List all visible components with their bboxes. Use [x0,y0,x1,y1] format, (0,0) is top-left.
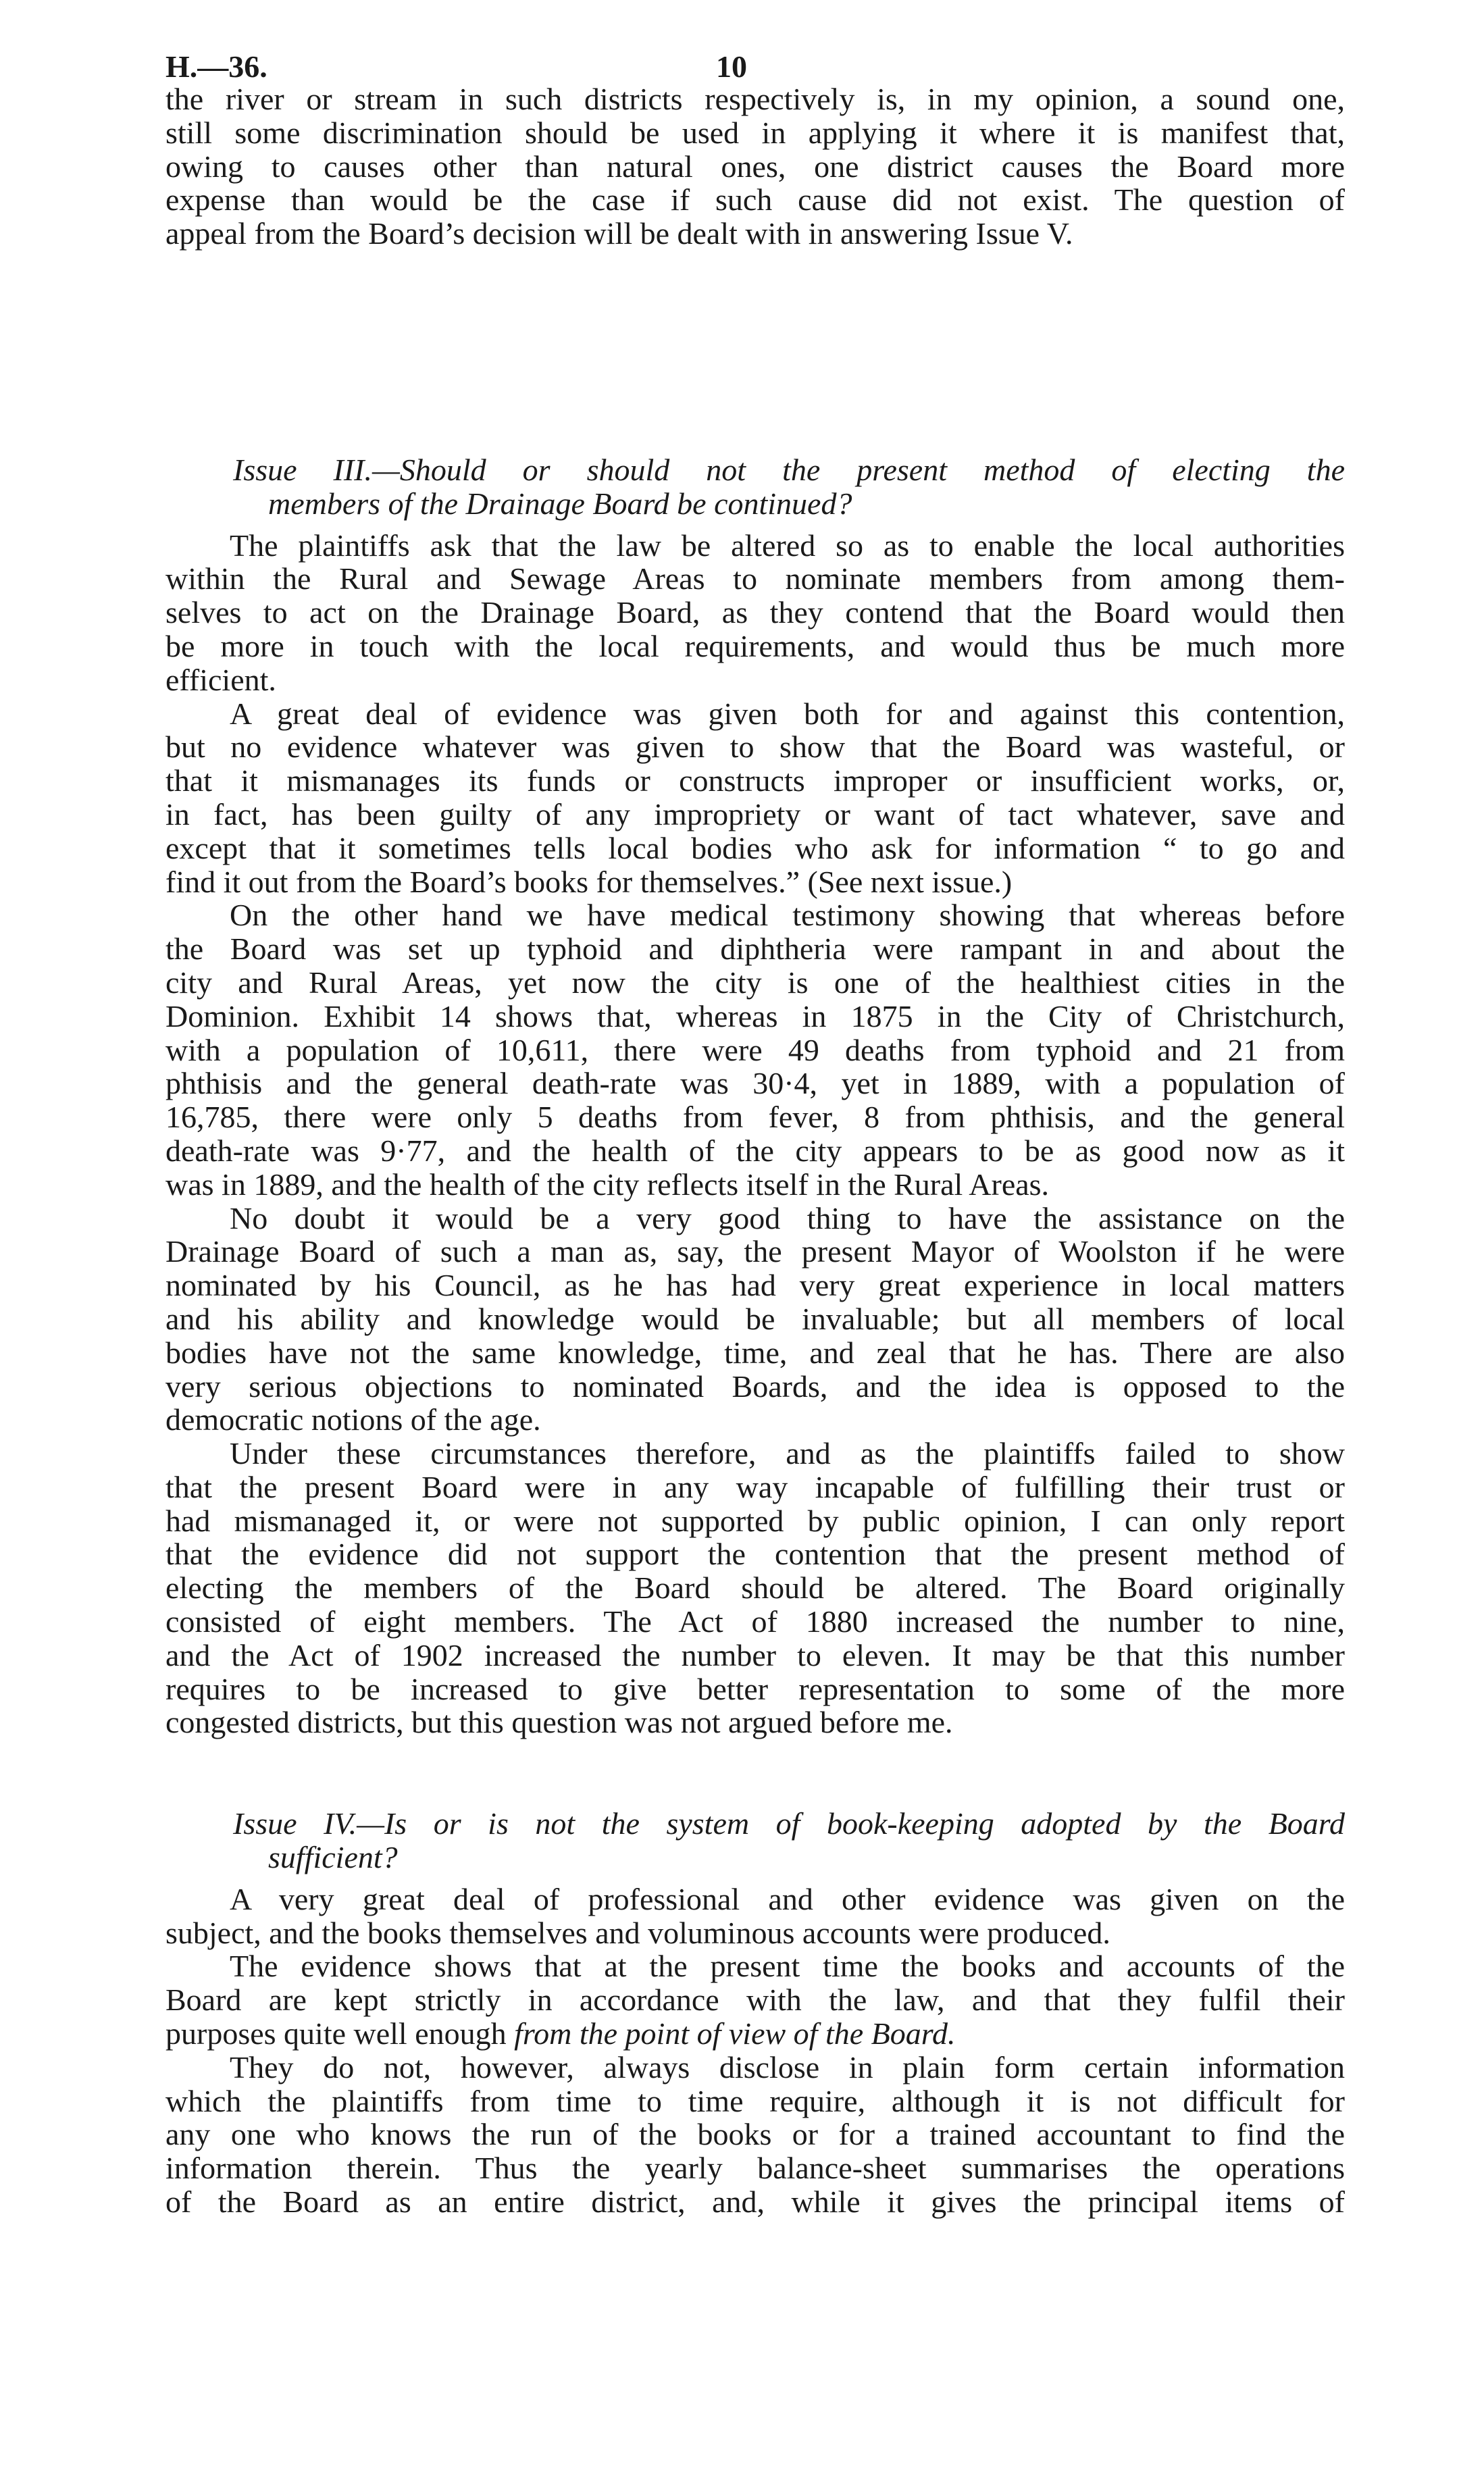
text-span: purposes quite well enough [165,2016,515,2051]
text-line: Drainage Board of such a man as, say, the present Mayor of Woolston if he were [165,1234,1345,1269]
paragraph [165,82,1345,251]
text-line: find it out from the Board’s books for themselves.” (See next issue.) [165,864,1013,899]
text-line: owing to causes other than natural ones, one district causes the Board more [165,149,1345,184]
text-line: and his ability and knowledge would be invaluable; but all members of local [165,1301,1345,1336]
text-line: bodies have not the same knowledge, time, and zeal that he has. There are also [165,1335,1345,1370]
text-line: which the plaintiffs from time to time require, although it is not difficult for [165,2083,1345,2118]
text-line: appeal from the Board’s decision will be dealt with in answering Issue V. [165,216,1073,251]
section-spacer [165,1739,1345,1807]
paragraph [165,898,1345,1201]
text-line: Dominion. Exhibit 14 shows that, whereas in 1875 in the City of Christchurch, [165,998,1345,1033]
text-line: Under these circumstances therefore, and as the plaintiffs failed to show [230,1436,1345,1471]
text-line: phthisis and the general death-rate was 30·4, yet in 1889, with a population of [165,1066,1345,1101]
text-line: A great deal of evidence was given both for and against this contention, [230,696,1345,731]
text-line: be more in touch with the local requirements, and would thus be much more [165,628,1345,663]
text-line: that the evidence did not support the contention that the present method of [165,1537,1345,1572]
text-line: electing the members of the Board should be altered. The Board originally [165,1570,1345,1606]
text-line: and the Act of 1902 increased the number to eleven. It may be that this number [165,1637,1345,1672]
paragraph [165,2051,1345,2219]
text-line: the river or stream in such districts respectively is, in my opinion, a sound one, [165,82,1345,116]
text-line: was in 1889, and the health of the city reflects itself in the Rural Areas. [165,1167,1050,1202]
text-line: No doubt it would be a very good thing to have the assistance on the [230,1200,1345,1235]
text-line: nominated by his Council, as he has had very great experience in local matters [165,1268,1345,1303]
heading-line: Issue III.—Should or should not the present method of electing the [233,452,1345,487]
text-line: any one who knows the run of the books or for a trained accountant to find the [165,2117,1345,2152]
section-spacer [165,251,1345,453]
text-line: city and Rural Areas, yet now the city is one of the healthiest cities in the [165,965,1345,1000]
text-line: 16,785, there were only 5 deaths from fever, 8 from phthisis, and the general [165,1100,1345,1135]
text-line: in fact, has been guilty of any impropriety or want of tact whatever, save and [165,796,1345,832]
text-line: The evidence shows that at the present time the books and accounts of the [230,1949,1345,1984]
text-line [165,2017,1345,2051]
text-line: of the Board as an entire district, and, while it gives the principal items of [165,2184,1345,2220]
text-line: democratic notions of the age. [165,1402,541,1437]
text-line: They do not, however, always disclose in plain form certain information [230,2049,1345,2084]
document-code: H.—36. [165,49,267,84]
text-line: Board are kept strictly in accordance with the law, and that they fulfil their [165,1983,1345,2018]
text-line: that the present Board were in any way incapable of fulfilling their trust or [165,1469,1345,1504]
text-line: requires to be increased to give better representation to some of the more [165,1671,1345,1706]
text-line: with a population of 10,611, there were 49 deaths from typhoid and 21 from [165,1032,1345,1067]
text-line: congested districts, but this question was not argued before me. [165,1705,953,1740]
section-spacer [165,521,1345,529]
text-line: had mismanaged it, or were not supported by public opinion, I can only report [165,1503,1345,1538]
paragraph [165,1949,1345,2050]
text-line: still some discrimination should be used in applying it where it is manifest that, [165,115,1345,150]
text-line: but no evidence whatever was given to show that the Board was wasteful, or [165,730,1345,765]
issue-heading [165,453,1345,521]
page-number: 10 [716,49,747,84]
text-line: consisted of eight members. The Act of 1880 increased the number to nine, [165,1604,1345,1639]
text-line: On the other hand we have medical testimony showing that whereas before [230,898,1345,933]
text-line: except that it sometimes tells local bodies who ask for information “ to go and [165,830,1345,865]
text-line: selves to act on the Drainage Board, as they contend that the Board would then [165,595,1345,630]
text-line: death-rate was 9·77, and the health of the city appears to be as good now as it [165,1133,1345,1168]
italic-text: from the point of view of the Board. [514,2016,956,2051]
paragraph [165,1202,1345,1437]
issue-heading [165,1807,1345,1874]
text-line: within the Rural and Sewage Areas to nominate members from among them- [165,561,1345,596]
heading-line: sufficient? [268,1840,398,1875]
text-line: efficient. [165,662,276,697]
text-line: very serious objections to nominated Boards, and the idea is opposed to the [165,1369,1345,1404]
paragraph [165,697,1345,899]
heading-line: Issue IV.—Is or is not the system of book-keeping adopted by the Board [233,1806,1345,1841]
document-body [165,82,1345,2219]
paragraph [165,1883,1345,1950]
text-line: A very great deal of professional and other evidence was given on the [230,1881,1345,1916]
text-line: information therein. Thus the yearly balance-sheet summarises the operations [165,2151,1345,2186]
paragraph [165,1437,1345,1739]
text-line: subject, and the books themselves and voluminous accounts were produced. [165,1915,1110,1950]
text-line: the Board was set up typhoid and diphtheria were rampant in and about the [165,931,1345,967]
paragraph [165,529,1345,697]
text-line: that it mismanages its funds or constructs improper or insufficient works, or, [165,763,1345,798]
heading-line: members of the Drainage Board be continued? [268,486,852,521]
text-line: The plaintiffs ask that the law be altered so as to enable the local authorities [230,528,1345,563]
text-line: expense than would be the case if such cause did not exist. The question of [165,182,1345,218]
